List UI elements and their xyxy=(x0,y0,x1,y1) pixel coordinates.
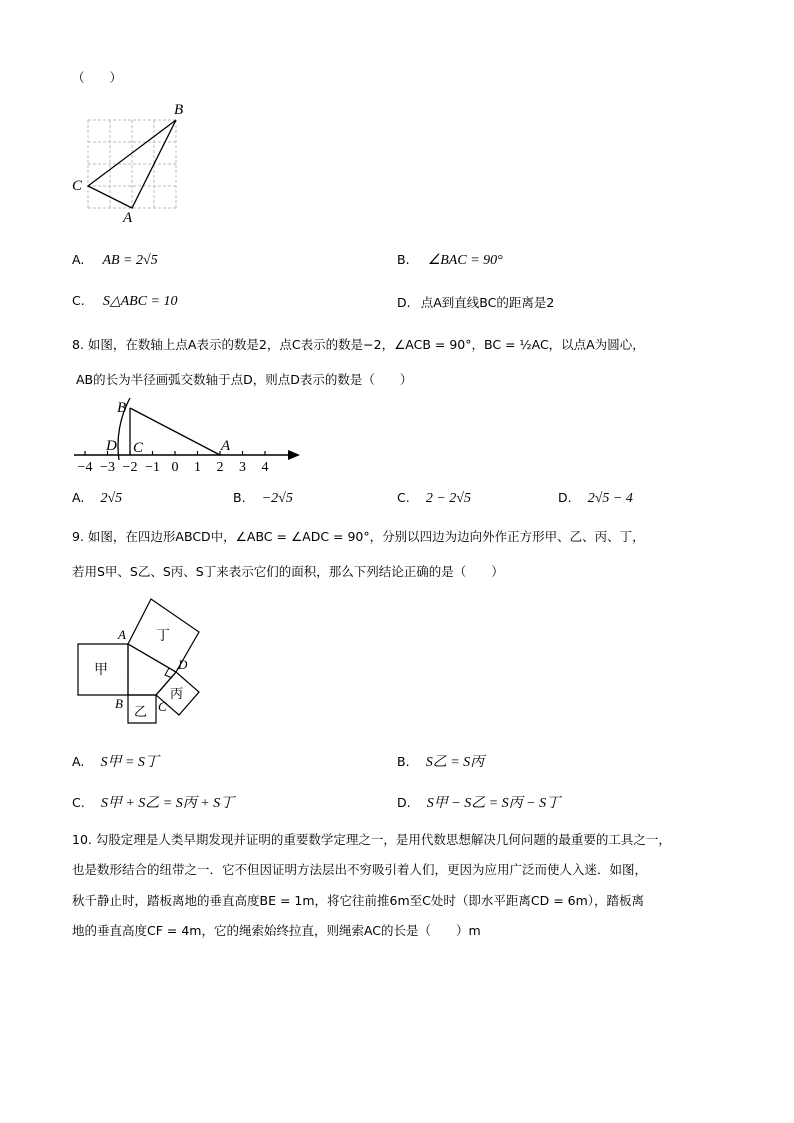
option-text: 2√5 xyxy=(100,491,123,506)
q8-option-c[interactable] xyxy=(397,490,471,507)
quad-abcd xyxy=(128,644,176,695)
option-text: S甲 + S乙 = S丙 + S丁 xyxy=(100,796,235,811)
option-text: S甲 − S乙 = S丙 − S丁 xyxy=(426,796,561,811)
option-text: 2 − 2√5 xyxy=(425,491,471,506)
square-yi-label: 乙 xyxy=(134,705,148,720)
q10-line2: 也是数形结合的纽带之一．它不但因证明方法层出不穷吸引着人们，更因为应用广泛而使人入迷．如图， xyxy=(72,862,648,877)
axis-tick-label: 2 xyxy=(216,460,224,475)
option-letter: B. xyxy=(233,490,246,505)
q9-squares-figure xyxy=(70,592,210,732)
q7-option-c[interactable] xyxy=(72,293,178,310)
q9-stem-line1 xyxy=(72,527,645,545)
q9-option-d[interactable] xyxy=(397,792,560,812)
option-text: 2√5 − 4 xyxy=(587,491,633,506)
point-d: D xyxy=(178,657,188,672)
q8-option-a[interactable] xyxy=(72,490,122,507)
q8-text-1: 如图，在数轴上点A表示的数是2，点C表示的数是−2，∠ACB = 90°，BC = ½AC，以点A为圆心， xyxy=(87,337,645,352)
option-letter: B. xyxy=(397,252,410,267)
option-letter: A. xyxy=(72,252,85,267)
axis-tick-label: −4 xyxy=(77,460,93,475)
option-letter: C. xyxy=(72,795,85,810)
segment-ba xyxy=(130,408,220,455)
q8-option-d[interactable] xyxy=(558,490,633,507)
q8-number: 8. xyxy=(72,337,84,352)
axis-tick-label: 0 xyxy=(171,460,179,475)
point-b: B xyxy=(117,400,127,416)
q9-number: 9. xyxy=(72,529,84,544)
point-a: A xyxy=(118,627,126,642)
option-letter: A. xyxy=(72,490,85,505)
triangle-abc xyxy=(88,120,176,208)
option-letter: B. xyxy=(397,754,410,769)
option-letter: A. xyxy=(72,754,85,769)
axis-tick-label: 4 xyxy=(261,460,269,475)
option-text: 点A到直线BC的距离是2 xyxy=(420,295,555,310)
axis-tick-label: −3 xyxy=(100,460,115,475)
q8-number-line-figure xyxy=(68,392,308,482)
option-letter: D. xyxy=(558,490,572,505)
q9-stem-line2: 若用S甲、S乙、S丙、S丁来表示它们的面积，那么下列结论正确的是（ ） xyxy=(72,564,504,579)
axis-tick-label: 1 xyxy=(194,460,201,475)
point-d: D xyxy=(106,438,117,454)
q7-option-b[interactable] xyxy=(397,252,503,269)
option-text: AB = 2√5 xyxy=(102,253,158,268)
square-ding-label: 丁 xyxy=(156,628,170,644)
square-jia-label: 甲 xyxy=(94,662,108,678)
option-letter: D. xyxy=(397,795,411,810)
q10-line1: 10. 勾股定理是人类早期发现并证明的重要数学定理之一，是用代数思想解决几何问题的最重要的工具之一， xyxy=(72,832,671,847)
q7-paren: （ ） xyxy=(72,70,123,85)
square-bing-label: 丙 xyxy=(170,687,184,702)
option-text: S△ABC = 10 xyxy=(102,294,178,309)
option-text: −2√5 xyxy=(261,491,293,506)
axis-tick-label: 3 xyxy=(239,460,246,475)
q9-option-a[interactable] xyxy=(72,751,159,771)
q8-stem-line2: AB的长为半径画弧交数轴于点D，则点D表示的数是（ ） xyxy=(76,372,413,387)
option-letter: D. xyxy=(397,295,411,310)
axis-arrow xyxy=(288,450,300,460)
q7-figure xyxy=(68,98,198,228)
q8-stem-line1 xyxy=(72,335,645,353)
axis-tick-label: −1 xyxy=(145,460,160,475)
q9-option-b[interactable] xyxy=(397,751,484,771)
label-c: C xyxy=(72,178,83,194)
label-a: A xyxy=(123,210,133,226)
option-text: ∠BAC = 90° xyxy=(427,253,503,268)
label-b: B xyxy=(174,102,184,118)
option-letter: C. xyxy=(72,293,85,308)
q9-text-1: 如图，在四边形ABCD中，∠ABC = ∠ADC = 90°，分别以四边为边向外作正方形甲、乙、丙、丁， xyxy=(87,529,645,544)
point-c: C xyxy=(158,699,167,714)
point-b: B xyxy=(115,696,123,711)
option-text: S甲 = S丁 xyxy=(100,755,159,770)
point-a: A xyxy=(221,438,231,454)
option-text: S乙 = S丙 xyxy=(425,755,485,770)
option-letter: C. xyxy=(397,490,410,505)
q8-option-b[interactable] xyxy=(233,490,293,507)
q7-option-d[interactable] xyxy=(397,293,554,311)
q7-option-a[interactable] xyxy=(72,252,158,269)
point-c: C xyxy=(133,440,144,456)
q9-option-c[interactable] xyxy=(72,792,234,812)
q10-line3: 秋千静止时，踏板离地的垂直高度BE = 1m，将它往前推6m至C处时（即水平距离CD = 6m），踏板离 xyxy=(72,893,645,908)
axis-tick-label: −2 xyxy=(122,460,138,475)
q10-line4: 地的垂直高度CF = 4m，它的绳索始终拉直，则绳索AC的长是（ ）m xyxy=(72,923,481,938)
